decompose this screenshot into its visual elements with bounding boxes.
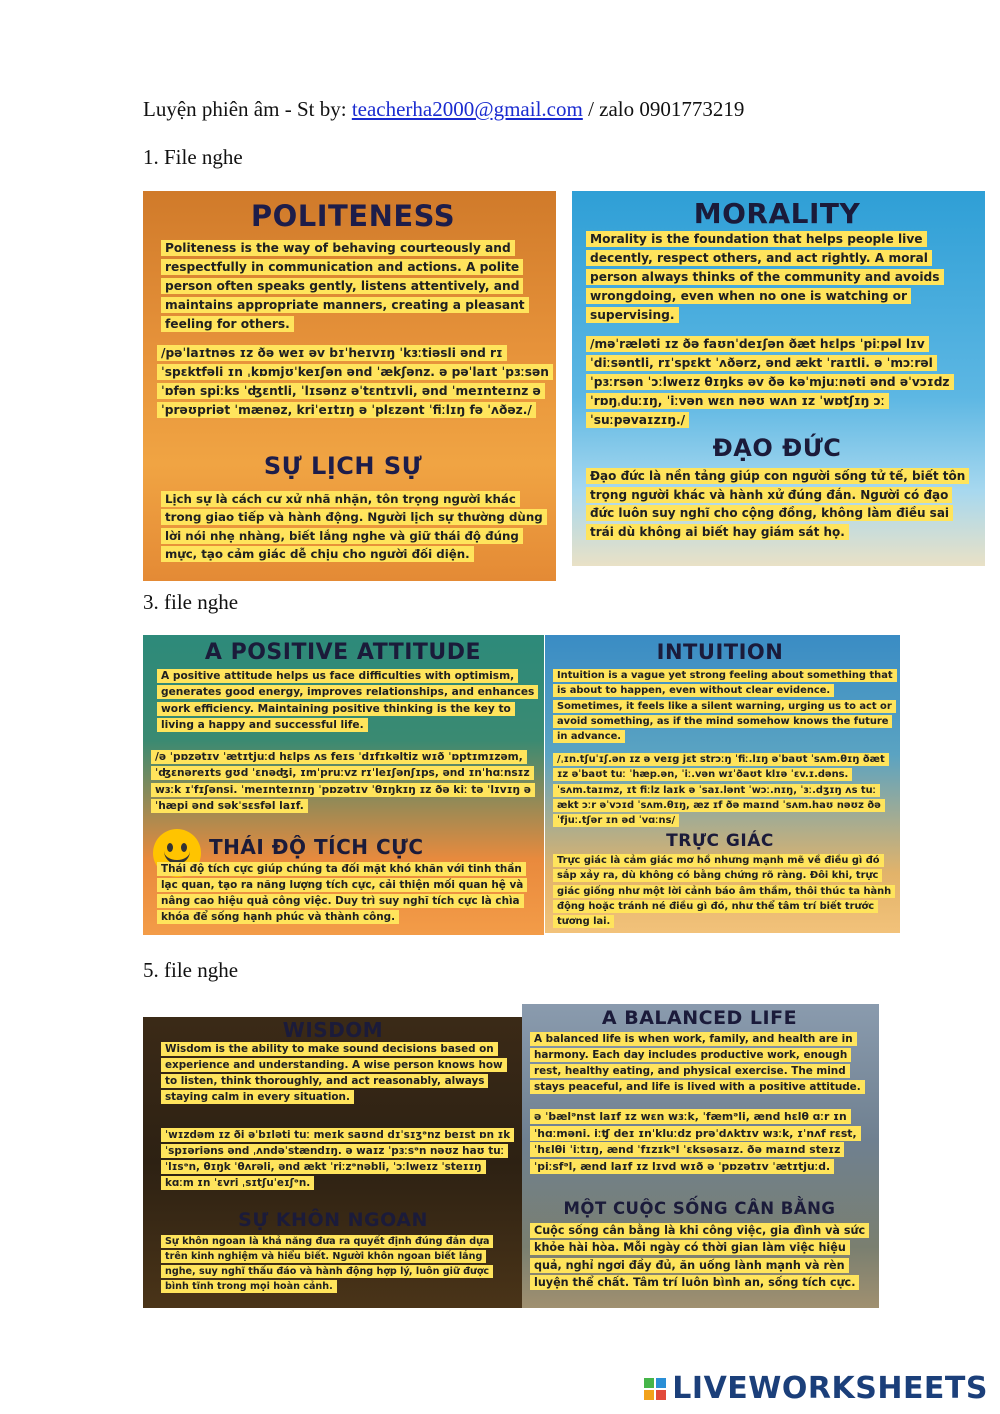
morality-ipa: /məˈræləti ɪz ðə faʊnˈdeɪʃən ðæt hɛlps ˈpiːpəl lɪv ˈdiːsəntli, rɪˈspɛkt ˈʌðərz, ənd ækt ˈraɪtli. ə ˈmɔːrəl ˈpɜːrsən ˈɔːlweɪz θɪŋks əv ðə kəˈmjuːnəti ənd əˈvɔɪdz ˈrɒŋˌduːɪŋ, ˈiːvən wɛn nəʊ wʌn ɪz ˈwɒtʃɪŋ ɔː ˈsuːpəvaɪzɪŋ./ (586, 335, 976, 430)
morality-english: Morality is the foundation that helps people live decently, respect others, and act rightly. A moral person always thinks of the community and avoids wrongdoing, even when no one is watching or supervising. (586, 230, 976, 325)
section-label-1: 1. File nghe (143, 145, 243, 169)
intuition-ipa: /ˌɪn.tʃuˈɪʃ.ən ɪz ə veɪg jɛt strɔːŋ ˈfiː.lɪŋ əˈbaʊt ˈsʌm.θɪŋ ðæt ɪz əˈbaʊt tuː ˈhæp.ən, ˈiː.vən wɪˈðaʊt klɪə ˈɛv.ɪ.dəns. ˈsʌm.taɪmz, ɪt fiːlz laɪk ə ˈsaɪ.lənt ˈwɔː.nɪŋ, ˈɜː.dʒɪŋ ʌs tuː ækt ɔːr əˈvɔɪd ˈsʌm.θɪŋ, æz ɪf ðə maɪnd ˈsʌm.haʊ nəʊz ðə ˈfjuː.tʃər ɪn əd ˈvɑːns/ (553, 752, 898, 829)
wisdom-vi-title: SỰ KHÔN NGOAN (238, 1209, 428, 1231)
section-label-3: 3. file nghe (143, 590, 239, 614)
politeness-vi-title: SỰ LỊCH SỰ (263, 452, 423, 480)
intuition-card (545, 635, 900, 933)
politeness-card (143, 191, 556, 581)
liveworksheets-logo-icon (644, 1378, 666, 1400)
wisdom-ipa: ˈwɪzdəm ɪz ði əˈbɪləti tuː meɪk saʊnd dɪˈsɪʒᵊnz beɪst ɒn ɪkˈspɪəriəns ənd ˌʌndəˈstændɪŋ. ə waɪz ˈpɜːsᵊn nəʊz haʊ tuː ˈlɪsᵊn, θɪŋk ˈθʌrəli, ənd ækt ˈriːzᵊnəbli, ˈɔːlweɪz ˈsteɪɪŋ kɑːm ɪn ˈɛvri ˌsɪtʃuˈeɪʃᵊn. (161, 1127, 513, 1192)
intuition-english: Intuition is a vague yet strong feeling about something that is about to happen, even without clear evidence. Sometimes, it feels like a silent warning, urging us to act or avoid something, as if the mind somehow knows the future in advance. (553, 668, 898, 745)
balanced-life-ipa: ə ˈbælᵊnst laɪf ɪz wɛn wɜːk, ˈfæmᵊli, ænd hɛlθ ɑːr ɪn ˈhɑːməni. iːʧ deɪ ɪnˈkluːdz prəˈdʌktɪv wɜːk, ɪˈnʌf rɛst, ˈhɛlθi ˈiːtɪŋ, ænd ˈfɪzɪkᵊl ˈɛksəsaɪz. ðə maɪnd steɪz ˈpiːsfᵊl, ænd laɪf ɪz lɪvd wɪð ə ˈpɒzətɪv ˈætɪtjuːd. (530, 1109, 875, 1176)
liveworksheets-logo (644, 1371, 988, 1406)
balanced-life-english: A balanced life is when work, family, and health are in harmony. Each day includes productive work, enough rest, healthy eating, and physical exercise. The mind stays peaceful, and life is lived with a positive attitude. (530, 1031, 875, 1096)
balanced-life-title: A BALANCED LIFE (601, 1007, 798, 1029)
header-prefix: Luyện phiên âm - St by: (143, 97, 352, 121)
email-link[interactable]: teacherha2000@gmail.com (351, 97, 583, 121)
intuition-title: INTUITION (656, 640, 784, 664)
wisdom-english: Wisdom is the ability to make sound decisions based on experience and understanding. A wise person knows how to listen, think thoroughly, and act reasonably, always staying calm in every situation. (161, 1041, 513, 1106)
politeness-ipa: /pəˈlaɪtnəs ɪz ðə weɪ əv bɪˈheɪvɪŋ ˈkɜːtiəsli ənd rɪˈspɛktfəli ɪn ˌkɒmjʊˈkeɪʃən ənd ˈækʃənz. ə pəˈlaɪt ˈpɜːsən ˈɒfən spiːks ˈʤɛntli, ˈlɪsənz əˈtɛntɪvli, ənd ˈmeɪnteɪnz əˈprəʊpriət ˈmænəz, kriˈeɪtɪŋ ə ˈplɛzənt ˈfiːlɪŋ fə ˈʌðəz./ (157, 344, 549, 420)
politeness-title: POLITENESS (250, 199, 456, 233)
header-line (143, 97, 744, 122)
wisdom-title: WISDOM (282, 1018, 384, 1042)
politeness-vietnamese: Lịch sự là cách cư xử nhã nhặn, tôn trọng người khác trong giao tiếp và hành động. Người lịch sự thường dùng lời nói nhẹ nhàng, biết lắng nghe và giữ thái độ đúng mực, tạo cảm giác dễ chịu cho người đối diện. (161, 490, 545, 563)
wisdom-card (143, 1017, 522, 1308)
liveworksheets-brand: LIVEWORKSHEETS (672, 1371, 988, 1406)
intuition-vietnamese: Trực giác là cảm giác mơ hồ nhưng mạnh mẽ về điều gì đó sắp xảy ra, dù không có bằng chứng rõ ràng. Đôi khi, trực giác giống như một lời cảnh báo âm thầm, thôi thúc ta hành động hoặc tránh né điều gì đó, như thể tâm trí biết trước tương lai. (553, 853, 898, 930)
morality-title: MORALITY (693, 197, 861, 230)
wisdom-vietnamese: Sự khôn ngoan là khả năng đưa ra quyết định đúng đắn dựa trên kinh nghiệm và hiểu biết. Người khôn ngoan biết lắng nghe, suy nghĩ thấu đáo và hành động hợp lý, luôn giữ được bình tĩnh trong mọi hoàn cảnh. (161, 1235, 513, 1294)
balanced-life-vietnamese: Cuộc sống cân bằng là khi công việc, gia đình và sức khỏe hài hòa. Mỗi ngày có thời gian làm việc hiệu quả, nghỉ ngơi đầy đủ, ăn uống lành mạnh và rèn luyện thể chất. Tâm trí luôn bình an, sống tích cực. (530, 1222, 875, 1291)
politeness-english: Politeness is the way of behaving courteously and respectfully in communication and actions. A polite person often speaks gently, listens attentively, and maintains appropriate manners, creating a pleasant feeling for others. (161, 239, 545, 334)
header-suffix: / zalo 0901773219 (582, 97, 745, 121)
balanced-life-card (522, 1004, 879, 1308)
attitude-vi-title: THÁI ĐỘ TÍCH CỰC (209, 835, 424, 859)
morality-card (572, 191, 985, 566)
attitude-title: A POSITIVE ATTITUDE (204, 640, 482, 665)
attitude-ipa: /ə ˈpɒzətɪv ˈætɪtjuːd hɛlps ʌs feɪs ˈdɪfɪkəltiz wɪð ˈɒptɪmɪzəm, ˈʤɛnəreɪts gʊd ˈɛnəʤi, ɪmˈpruːvz rɪˈleɪʃənʃɪps, ənd ɪnˈhɑːnsɪz wɜːk ɪˈfɪʃənsi. ˈmeɪnteɪnɪŋ ˈpɒzətɪv ˈθɪŋkɪŋ ɪz ðə kiː tə ˈlɪvɪŋ ə ˈhæpi ənd səkˈsɛsfəl laɪf. (151, 749, 535, 815)
balanced-life-vi-title: MỘT CUỘC SỐNG CÂN BẰNG (563, 1199, 836, 1218)
attitude-card (143, 635, 544, 935)
attitude-vietnamese: Thái độ tích cực giúp chúng ta đối mặt khó khăn với tinh thần lạc quan, tạo ra năng lượng tích cực, cải thiện mối quan hệ và nâng cao hiệu quả công việc. Duy trì suy nghĩ tích cực là chìa khóa để sống hạnh phúc và thành công. (157, 861, 537, 926)
section-label-5: 5. file nghe (143, 958, 239, 982)
morality-vietnamese: Đạo đức là nền tảng giúp con người sống tử tế, biết tôn trọng người khác và hành xử đúng đắn. Người có đạo đức luôn suy nghĩ cho cộng đồng, không làm điều sai trái dù không ai biết hay giám sát họ. (586, 467, 976, 541)
attitude-english: A positive attitude helps us face difficulties with optimism, generates good energy, improves relationships, and enhances work efficiency. Maintaining positive thinking is the key to living a happy and successful life. (157, 668, 537, 734)
intuition-vi-title: TRỰC GIÁC (666, 831, 774, 851)
morality-vi-title: ĐẠO ĐỨC (712, 434, 842, 462)
